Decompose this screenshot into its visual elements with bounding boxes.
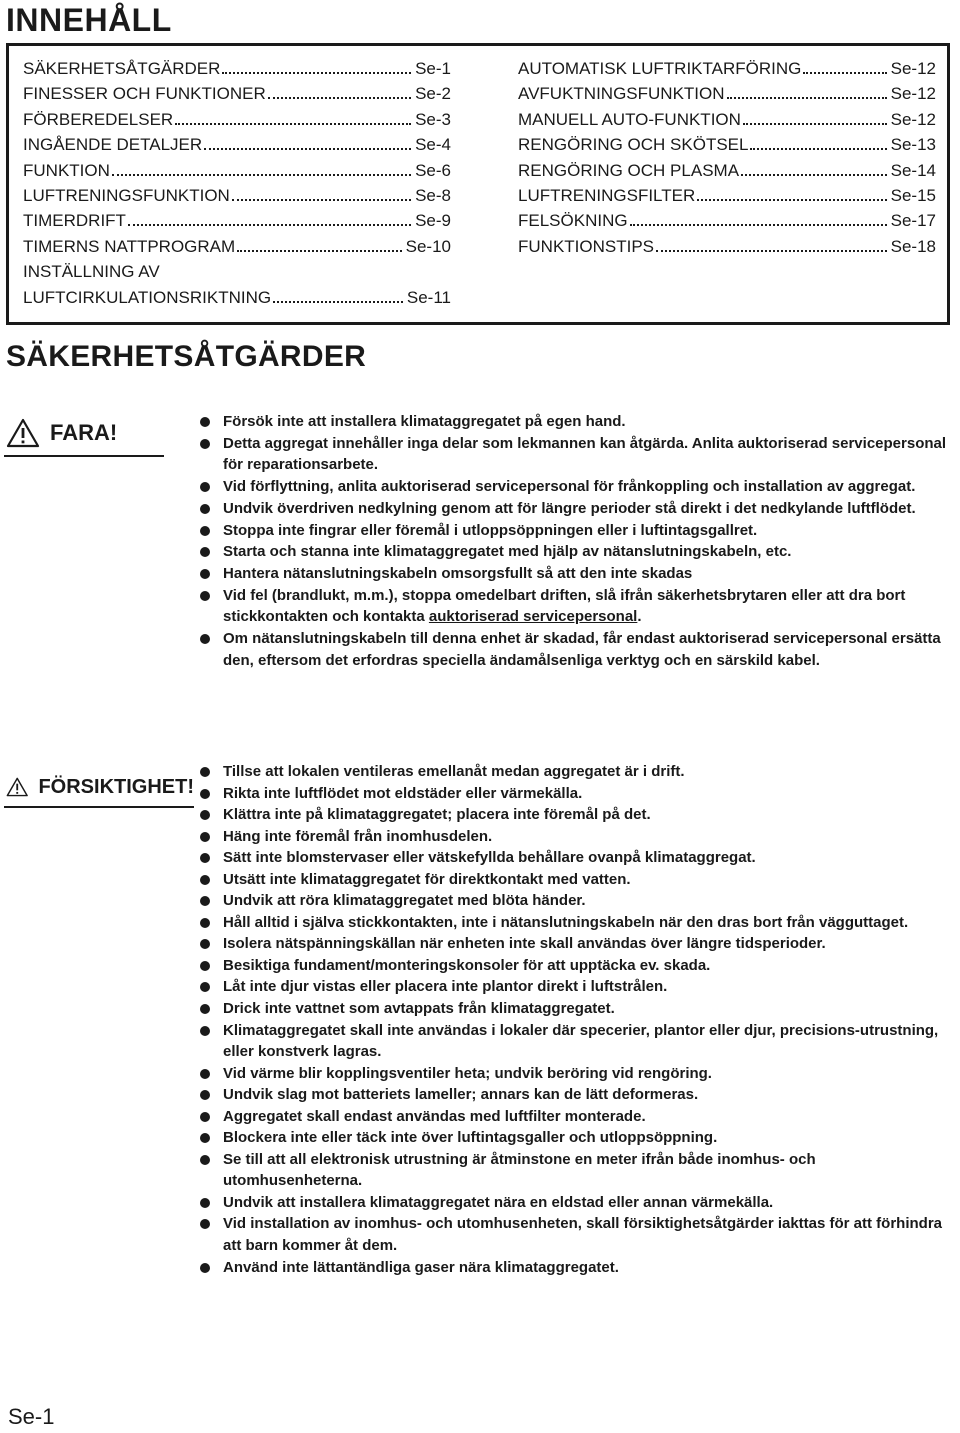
toc-entry-label: AUTOMATISK LUFTRIKTARFÖRING <box>518 59 802 78</box>
toc-right-column <box>518 59 936 262</box>
list-item: Besiktiga fundament/monteringskonsoler för att upptäcka ev. skada. <box>198 955 950 977</box>
list-item <box>198 476 950 498</box>
toc-entry-page: Se-12 <box>890 84 936 104</box>
toc-entry[interactable] <box>518 59 936 84</box>
list-item: Vid värme blir kopplingsventiler heta; undvik beröring vid rengöring. <box>198 1063 950 1085</box>
toc-entry[interactable] <box>23 186 451 211</box>
toc-entry-label: TIMERNS NATTPROGRAM <box>23 236 236 256</box>
list-item: Låt inte djur vistas eller placera inte plantor direkt i luftstrålen. <box>198 976 950 998</box>
toc-entry-page: Se-12 <box>890 109 936 129</box>
toc-entry-page: Se-15 <box>890 185 936 205</box>
toc-entry-page: Se-2 <box>415 84 451 104</box>
page-title: INNEHÅLL <box>6 2 172 38</box>
toc-entry[interactable] <box>518 110 936 135</box>
toc-entry[interactable] <box>23 288 451 313</box>
toc-leader-dots <box>128 224 411 226</box>
toc-entry-label: SÄKERHETSÅTGÄRDER <box>23 59 221 78</box>
toc-leader-dots <box>175 123 411 125</box>
danger-heading <box>4 411 164 457</box>
toc-entry-page: Se-8 <box>415 185 451 205</box>
toc-entry-page: Se-9 <box>415 211 451 231</box>
toc-leader-dots <box>630 224 887 226</box>
toc-entry[interactable] <box>23 135 451 160</box>
list-item <box>198 628 950 671</box>
list-item: Undvik att röra klimataggregatet med blöta händer. <box>198 890 950 912</box>
list-item-text: Stoppa inte fingrar eller föremål i utloppsöppningen eller i luftintagsgallret. <box>223 521 758 539</box>
toc-entry-label: RENGÖRING OCH SKÖTSEL <box>518 135 749 155</box>
toc-entry[interactable] <box>518 135 936 160</box>
toc-entry[interactable] <box>23 211 451 236</box>
list-item: Undvik att installera klimataggregatet nära en eldstad eller annan värmekälla. <box>198 1192 950 1214</box>
toc-entry-page: Se-12 <box>890 59 936 78</box>
toc-leader-dots <box>743 123 887 125</box>
list-item <box>198 411 950 433</box>
list-item: Blockera inte eller täck inte över luftintagsgaller och utloppsöppning. <box>198 1127 950 1149</box>
toc-entry[interactable] <box>518 84 936 109</box>
toc-entry-label: TIMERDRIFT <box>23 211 126 231</box>
toc-entry[interactable] <box>518 186 936 211</box>
toc-entry-label: RENGÖRING OCH PLASMA <box>518 160 740 180</box>
toc-entry-page: Se-6 <box>415 160 451 180</box>
toc-entry-label: FUNKTIONSTIPS <box>518 236 655 256</box>
toc-entry-page: Se-4 <box>415 135 451 155</box>
toc-left-column <box>23 59 451 313</box>
list-item-text: Om nätanslutningskabeln till denna enhet är skadad, får endast auktoriserad servicepersonal ersätta den, eftersom det erfordras speciella ändamålsenliga verktyg och en särskild kabel. <box>223 630 941 669</box>
toc-leader-dots <box>656 250 887 252</box>
toc-entry-label: FUNKTION <box>23 160 110 180</box>
toc-entry[interactable] <box>23 84 451 109</box>
list-item <box>198 585 950 628</box>
toc-leader-dots <box>727 97 887 99</box>
toc-entry-label: LUFTRENINGSFILTER <box>518 185 696 205</box>
toc-entry[interactable] <box>23 161 451 186</box>
toc-entry-label: LUFTRENINGSFUNKTION <box>23 185 230 205</box>
warning-triangle-icon <box>6 772 28 802</box>
list-item: Klättra inte på klimataggregatet; placera inte föremål på det. <box>198 804 950 826</box>
list-item: Drick inte vattnet som avtappats från klimataggregatet. <box>198 998 950 1020</box>
danger-list <box>198 411 950 671</box>
toc-entry[interactable] <box>23 237 451 262</box>
toc-leader-dots <box>697 199 886 201</box>
toc-entry-page: Se-11 <box>406 287 451 307</box>
toc-entry-page: Se-18 <box>890 236 936 256</box>
toc-entry-label: FINESSER OCH FUNKTIONER <box>23 84 266 104</box>
caution-list <box>198 761 950 1278</box>
list-item: Använd inte lättantändliga gaser nära klimataggregatet. <box>198 1257 950 1279</box>
list-item: Isolera nätspänningskällan när enheten inte skall användas över längre tidsperioder. <box>198 933 950 955</box>
toc-leader-dots <box>803 72 886 74</box>
list-item: Sätt inte blomstervaser eller vätskefyllda behållare ovanpå klimataggregat. <box>198 847 950 869</box>
list-item-text: Försök inte att installera klimataggregatet på egen hand. <box>223 413 626 430</box>
list-item: Håll alltid i själva stickkontakten, inte i nätanslutningskabeln när den dras bort från vägguttaget. <box>198 912 950 934</box>
toc-entry[interactable] <box>518 161 936 186</box>
toc-entry-label: FELSÖKNING <box>518 211 628 231</box>
toc-leader-dots <box>237 250 401 252</box>
toc-entry-page: Se-13 <box>890 135 936 155</box>
list-item-text: Undvik överdriven nedkylning genom att för längre perioder stå direkt i det nedkylande luftflödet. <box>223 499 916 517</box>
toc-entry-page: Se-10 <box>405 236 451 256</box>
toc-entry-page: Se-1 <box>415 59 451 78</box>
underlined-service-text: auktoriserad servicepersonal <box>428 608 638 626</box>
toc-entry[interactable] <box>23 110 451 135</box>
toc-leader-dots <box>204 148 411 150</box>
table-of-contents <box>6 43 950 325</box>
warning-triangle-icon <box>6 418 40 448</box>
list-item <box>198 541 950 563</box>
toc-entry-label: INSTÄLLNING AV <box>23 262 160 282</box>
toc-leader-dots <box>750 148 886 150</box>
toc-leader-dots <box>741 174 887 176</box>
toc-leader-dots <box>222 72 411 74</box>
toc-entry[interactable] <box>23 59 451 84</box>
toc-entry-page: Se-14 <box>890 160 936 180</box>
list-item: Se till att all elektronisk utrustning är åtminstone en meter ifrån både inomhus- och utomhusenheterna. <box>198 1149 950 1192</box>
list-item-text: Hantera nätanslutningskabeln omsorgsfullt så att den inte skadas <box>223 564 693 582</box>
toc-leader-dots <box>268 97 411 99</box>
list-item-text-end: . <box>637 608 642 626</box>
toc-entry[interactable] <box>23 262 451 287</box>
list-item: Vid installation av inomhus- och utomhusenheten, skall försiktighetsåtgärder iakttas för att förhindra att barn kommer åt dem. <box>198 1213 950 1256</box>
page-number: Se-1 <box>8 1404 55 1429</box>
list-item-text: Vid fel (brandlukt, m.m.), stoppa omedelbart driften, slå ifrån säkerhetsbrytaren eller att dra bort stickkontakten och kontakta <box>223 586 906 626</box>
list-item: Undvik slag mot batteriets lameller; annars kan de lätt deformeras. <box>198 1084 950 1106</box>
toc-leader-dots <box>112 174 411 176</box>
toc-entry-label: MANUELL AUTO-FUNKTION <box>518 109 741 129</box>
toc-entry[interactable] <box>518 211 936 236</box>
toc-leader-dots <box>273 301 403 303</box>
list-item <box>198 520 950 542</box>
list-item: Tillse att lokalen ventileras emellanåt medan aggregatet är i drift. <box>198 761 950 783</box>
caution-heading <box>4 768 194 808</box>
list-item: Utsätt inte klimataggregatet för direktkontakt med vatten. <box>198 869 950 891</box>
safety-section-title: SÄKERHETSÅTGÄRDER <box>6 340 367 373</box>
toc-entry[interactable] <box>518 237 936 262</box>
toc-entry-label: LUFTCIRKULATIONSRIKTNING <box>23 287 272 307</box>
toc-entry-label: INGÅENDE DETALJER <box>23 135 203 155</box>
list-item-text: Vid förflyttning, anlita auktoriserad servicepersonal för frånkoppling och installation av aggregat. <box>223 478 916 496</box>
toc-leader-dots <box>232 199 411 201</box>
list-item: Klimataggregatet skall inte användas i lokaler där specerier, plantor eller djur, precisions-utrustning, eller konstverk lagras. <box>198 1020 950 1063</box>
list-item-text: Detta aggregat innehåller inga delar som lekmannen kan åtgärda. Anlita auktoriserad servicepersonal för reparationsarbete. <box>223 434 947 474</box>
list-item <box>198 433 950 476</box>
list-item: Aggregatet skall endast användas med luftfilter monterade. <box>198 1106 950 1128</box>
list-item: Häng inte föremål från inomhusdelen. <box>198 826 950 848</box>
toc-entry-label: AVFUKTNINGSFUNKTION <box>518 84 725 104</box>
toc-entry-page: Se-17 <box>890 211 936 231</box>
toc-entry-label: FÖRBEREDELSER <box>23 109 174 129</box>
caution-label: FÖRSIKTIGHET! <box>38 775 194 798</box>
list-item-text: Starta och stanna inte klimataggregatet med hjälp av nätanslutningskabeln, etc. <box>223 543 792 561</box>
toc-entry-page: Se-3 <box>415 109 451 129</box>
list-item <box>198 498 950 520</box>
list-item <box>198 563 950 585</box>
danger-label: FARA! <box>50 420 118 445</box>
list-item: Rikta inte luftflödet mot eldstäder eller värmekälla. <box>198 783 950 805</box>
